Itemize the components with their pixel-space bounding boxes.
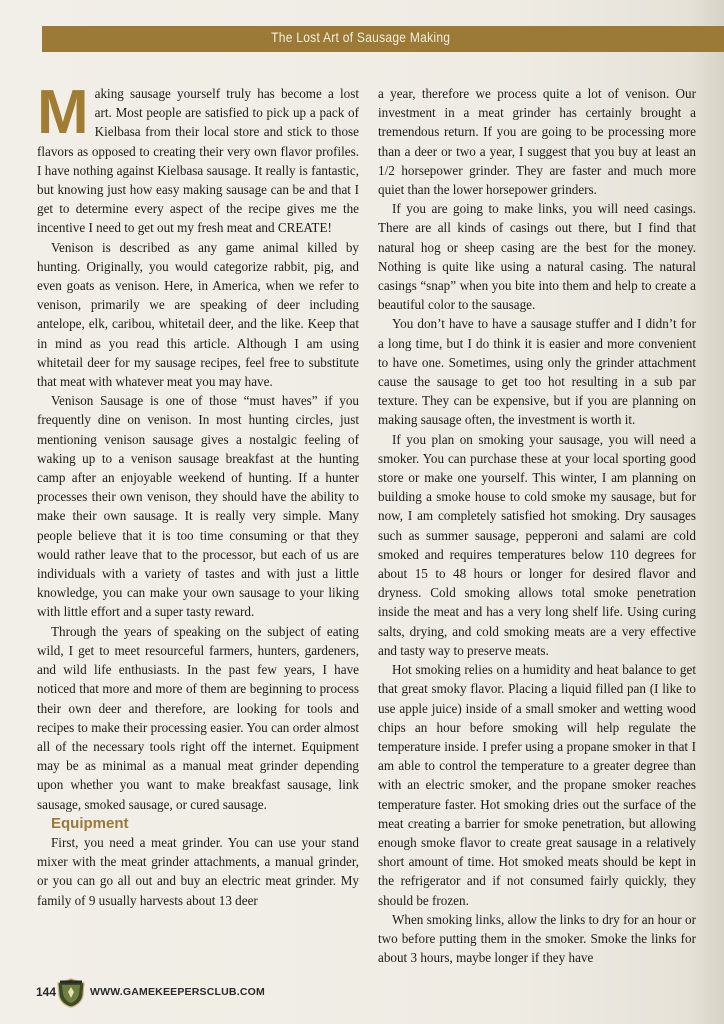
paragraph: a year, therefore we process quite a lot of venison. Our investment in a meat grinder has certainly brought a tremendous return. If you are going to be processing more than a deer or two a year, I suggest that you buy at least an 1/2 horsepower grinder. They are faster and much more quiet than the lower horsepower grinders.	[378, 86, 696, 198]
article-title: The Lost Art of Sausage Making	[270, 29, 450, 45]
paragraph: If you plan on smoking your sausage, you will need a smoker. You can purchase these at your local sporting good store or make one yourself. This winter, I am planning on building a smoke house to cold smoke my sausage, but for now, I am completely satisfied hot smoking. Dry sausages such as summer sausage, pepperoni and salami are cold smoked and requires temperatures below 110 degrees for about 15 to 48 hours or longer for desired flavor and dryness. Cold smoking allows total smoke penetration inside the meat and has a very long shelf life. Using curing salts, drying, and cold smoking meats are a very effective and tasty way to preserve meats.	[378, 431, 696, 658]
website-url[interactable]: WWW.GAMEKEEPERSCLUB.COM	[90, 986, 265, 998]
section-heading-equipment: Equipment	[51, 814, 129, 832]
paragraph: When smoking links, allow the links to dry for an hour or two before putting them in the smoker. Smoke the links for about 3 hours, maybe longer if they have	[378, 911, 696, 966]
gamekeepers-shield-logo	[56, 978, 86, 1008]
lead-paragraph-text: aking sausage yourself truly has become a lost art. Most people are satisfied to pick up a pack of Kielbasa from their local store and stick to those flavors as opposed to creating their very own flavor profiles. I have nothing against Kielbasa sausage. It really is fantastic, but knowing just how easy making sausage can be and that I get to determine every aspect of the recipe gives me the incentive I need to get out my fresh meat and CREATE!	[37, 86, 359, 236]
paragraph: You don’t have to have a sausage stuffer and I didn’t for a long time, but I do think it is easier and more convenient to have one. Sometimes, using only the grinder attachment cause the sausage to get too hot resulting in a sub par texture. They can be expensive, but if you are planning on making sausage often, the investment is worth it.	[378, 316, 696, 428]
paragraph: Hot smoking relies on a humidity and heat balance to get that great smoky flavor. Placing a liquid filled pan (I like to use apple juice) inside of a small smoker and wetting wood chips an hour before smoking will help regulate the temperature inside. I prefer using a propane smoker in that I am able to control the temperature to a greater degree than with an electric smoker, and the propane smoker reaches temperature faster. Hot smoking dries out the surface of the meat creating a barrier for smoke penetration, but allowing enough smoke flavor to create great sausage in a relatively short amount of time. Hot smoked meats should be kept in the refrigerator and if not consumed fairly quickly, they should be frozen.	[378, 662, 696, 908]
left-column	[37, 78, 359, 910]
paragraph: First, you need a meat grinder. You can use your stand mixer with the meat grinder attachments, a manual grinder, or you can go all out and buy an electric meat grinder. My family of 9 usually harvests about 13 deer	[37, 834, 359, 908]
paragraph: Through the years of speaking on the subject of eating wild, I get to meet resourceful farmers, hunters, gardeners, and wild life enthusiasts. In the past few years, I have noticed that more and more of them are beginning to process their own deer and therefore, are looking for tools and recipes to make their processing easier. You can order almost all of the necessary tools right off the internet. Equipment may be as minimal as a manual meat grinder depending upon whether you want to make breakfast sausage, link sausage, smoked sausage, or cured sausage.	[37, 623, 359, 812]
paragraph: If you are going to make links, you will need casings. There are all kinds of casings out there, but I find that natural hog or sheep casing are the best for the money. Nothing is quite like using a natural casing. The natural casings “snap” when you bite into them and help to create a beautiful color to the sausage.	[378, 201, 696, 313]
header-band	[42, 26, 724, 52]
footer	[36, 978, 336, 1008]
drop-cap: M	[37, 78, 89, 147]
right-column	[378, 84, 696, 967]
lead-paragraph	[37, 78, 359, 238]
page-number: 144	[36, 985, 57, 999]
paragraph: Venison is described as any game animal killed by hunting. Originally, you would categorize rabbit, pig, and even goats as venison. Here, in America, when we refer to venison, primarily we are speaking of deer including antelope, elk, caribou, whitetail deer, and the like. Keep that in mind as you read this article. Although I am using whitetail deer for my sausage recipes, feel free to substitute that meat with whatever meat you may have.	[37, 239, 359, 390]
paragraph: Venison Sausage is one of those “must haves” if you frequently dine on venison. In most hunting circles, just mentioning venison sausage gives a nostalgic feeling of waking up to a venison sausage breakfast at the hunting camp after an enjoyable weekend of hunting. If a hunter processes their own venison, they should have the ability to make their own sausage. It is really very simple. Many people believe that it is too time consuming or that they would rather leave that to the processor, but each of us are individuals with a variety of tastes and with just a little knowledge, you can make your own sausage to your liking with little effort and a super tasty reward.	[37, 393, 359, 620]
